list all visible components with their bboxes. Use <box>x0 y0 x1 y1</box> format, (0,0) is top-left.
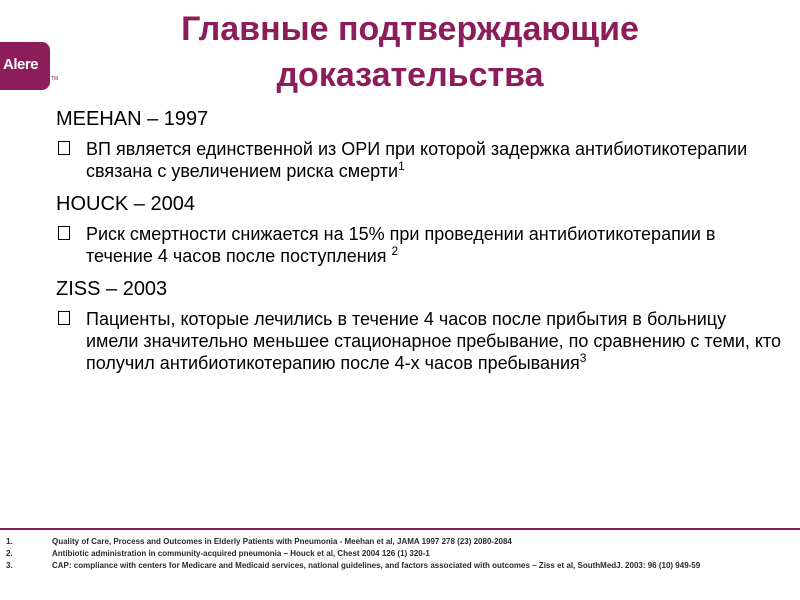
reference-text: Antibiotic administration in community-acquired pneumonia – Houck et al, Chest 2004 126 (1) 320-1 <box>52 549 430 558</box>
section-heading-meehan: MEEHAN – 1997 <box>56 108 209 130</box>
footnote-marker: 3 <box>579 351 587 365</box>
section-heading-houck: HOUCK – 2004 <box>56 193 195 215</box>
bullet-text: Пациенты, которые лечились в течение 4 часов после прибытия в больницу имели значительно меньшее стационарное пребывание, по сравнению с теми, кто получил антибиотикотерапию после 4-х часов пребывания <box>86 309 782 373</box>
bullet-box-icon <box>58 226 70 240</box>
slide-title: Главные подтверждающие доказательства <box>181 10 639 94</box>
section-heading-ziss: ZISS – 2003 <box>56 278 168 300</box>
alere-logo <box>0 42 50 90</box>
logo-trademark: TM <box>51 76 59 82</box>
logo-text: Alere <box>3 56 39 73</box>
reference-number: 2. <box>6 549 13 558</box>
reference-number: 3. <box>6 561 13 570</box>
footnote-marker: 2 <box>391 244 399 258</box>
slide-content <box>52 106 782 383</box>
reference-item <box>6 548 796 560</box>
reference-number: 1. <box>6 537 13 546</box>
bullet-box-icon <box>58 311 70 325</box>
footer-divider <box>0 528 800 530</box>
references-list <box>6 536 796 572</box>
bullet-item-houck <box>52 223 782 267</box>
bullet-text: ВП является единственной из ОРИ при которой задержка антибиотикотерапии связана с увеличением риска смерти <box>86 139 748 181</box>
bullet-text: Риск смертности снижается на 15% при проведении антибиотикотерапии в течение 4 часов после поступления <box>86 224 716 266</box>
bullet-item-meehan <box>52 138 782 182</box>
reference-item <box>6 560 796 572</box>
footnote-marker: 1 <box>398 159 405 173</box>
reference-text: Quality of Care, Process and Outcomes in Elderly Patients with Pneumonia - Meehan et al, JAMA 1997 278 (23) 2080-2084 <box>52 537 512 546</box>
reference-item <box>6 536 796 548</box>
bullet-item-ziss <box>52 308 782 374</box>
reference-text: CAP: compliance with centers for Medicare and Medicaid services, national guidelines, and factors associated with outcomes – Ziss et al, SouthMedJ. 2003: 96 (10) 949-59 <box>52 561 701 570</box>
bullet-box-icon <box>58 141 70 155</box>
